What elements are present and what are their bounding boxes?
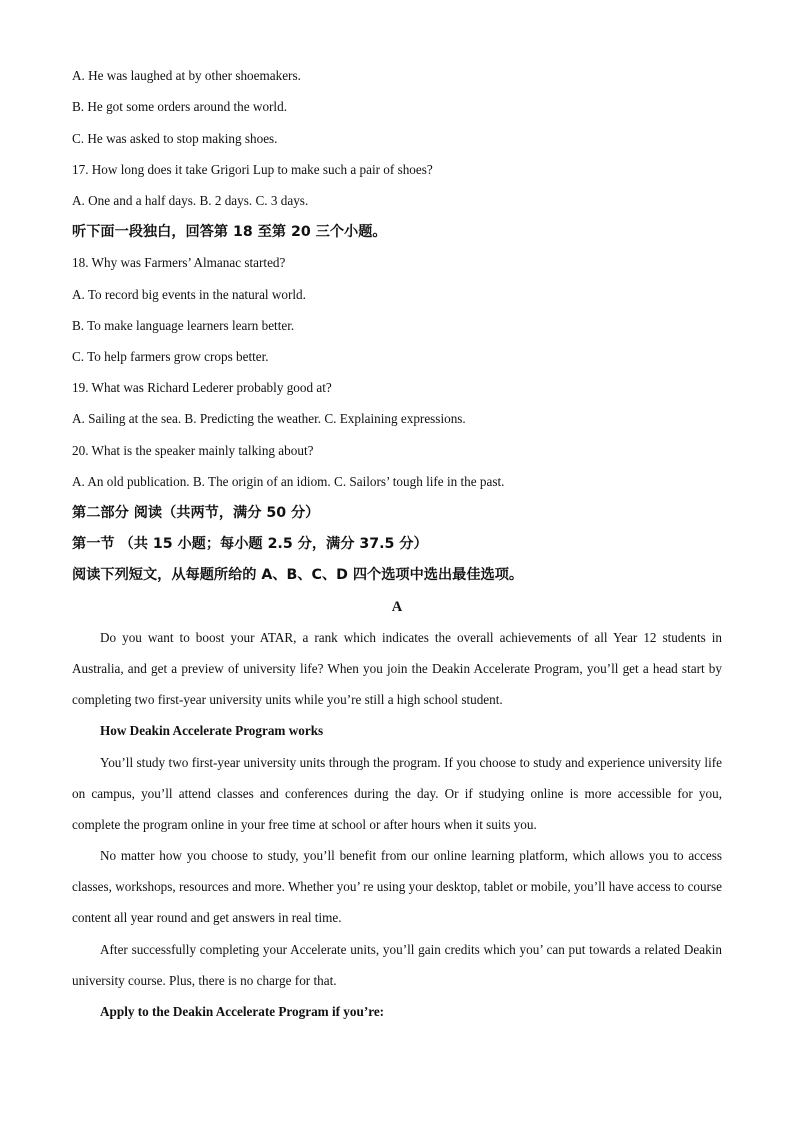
listening-instruction: 听下面一段独白，回答第 18 至第 20 三个小题。 xyxy=(72,224,387,240)
question-20: 20. What is the speaker mainly talking about? xyxy=(72,443,314,458)
section-heading-part1: 第一节 （共 15 小题；每小题 2.5 分，满分 37.5 分） xyxy=(72,536,428,552)
passage-paragraph-2: You’ll study two first-year university units through the program. If you choose to study and experience university life on campus, you’ll attend classes and conferences during the day. Or if studying online is more accessible for you, complete the program online in your free time at school or after hours when it suits you. xyxy=(72,755,722,833)
reading-instruction: 阅读下列短文，从每题所给的 A、B、C、D 四个选项中选出最佳选项。 xyxy=(72,567,524,583)
passage-paragraph-4: After successfully completing your Accelerate units, you’ll gain credits which you’ can put towards a related Deakin university course. Plus, there is no charge for that. xyxy=(72,942,722,989)
passage-paragraph-3: No matter how you choose to study, you’ll benefit from our online learning platform, which allows you to access classes, workshops, resources and more. Whether you’ re using your desktop, tablet or mobile, you’ll have access to course content all year round and get answers in real time. xyxy=(72,848,722,926)
question-17: 17. How long does it take Grigori Lup to make such a pair of shoes? xyxy=(72,162,433,177)
section-heading-part2: 第二部分 阅读（共两节，满分 50 分） xyxy=(72,505,320,521)
options-17: A. One and a half days. B. 2 days. C. 3 days. xyxy=(72,193,309,208)
passage-paragraph-1: Do you want to boost your ATAR, a rank which indicates the overall achievements of all Year 12 students in Australia, and get a preview of university life? When you join the Deakin Accelerate Program, you’ll get a head start by completing two first-year university units while you’re still a high school student. xyxy=(72,630,722,708)
passage-subheading-1: How Deakin Accelerate Program works xyxy=(100,723,324,738)
option-16b: B. He got some orders around the world. xyxy=(72,99,287,114)
option-18b: B. To make language learners learn better. xyxy=(72,318,295,333)
option-16c: C. He was asked to stop making shoes. xyxy=(72,131,278,146)
options-19: A. Sailing at the sea. B. Predicting the weather. C. Explaining expressions. xyxy=(72,411,466,426)
option-16a: A. He was laughed at by other shoemakers. xyxy=(72,68,301,83)
passage-subheading-2: Apply to the Deakin Accelerate Program if you’re: xyxy=(100,1004,385,1019)
option-18c: C. To help farmers grow crops better. xyxy=(72,349,269,364)
option-18a: A. To record big events in the natural world. xyxy=(72,287,306,302)
options-20: A. An old publication. B. The origin of an idiom. C. Sailors’ tough life in the past. xyxy=(72,474,505,489)
question-18: 18. Why was Farmers’ Almanac started? xyxy=(72,255,286,270)
question-19: 19. What was Richard Lederer probably good at? xyxy=(72,380,332,395)
passage-label: A xyxy=(391,599,403,615)
